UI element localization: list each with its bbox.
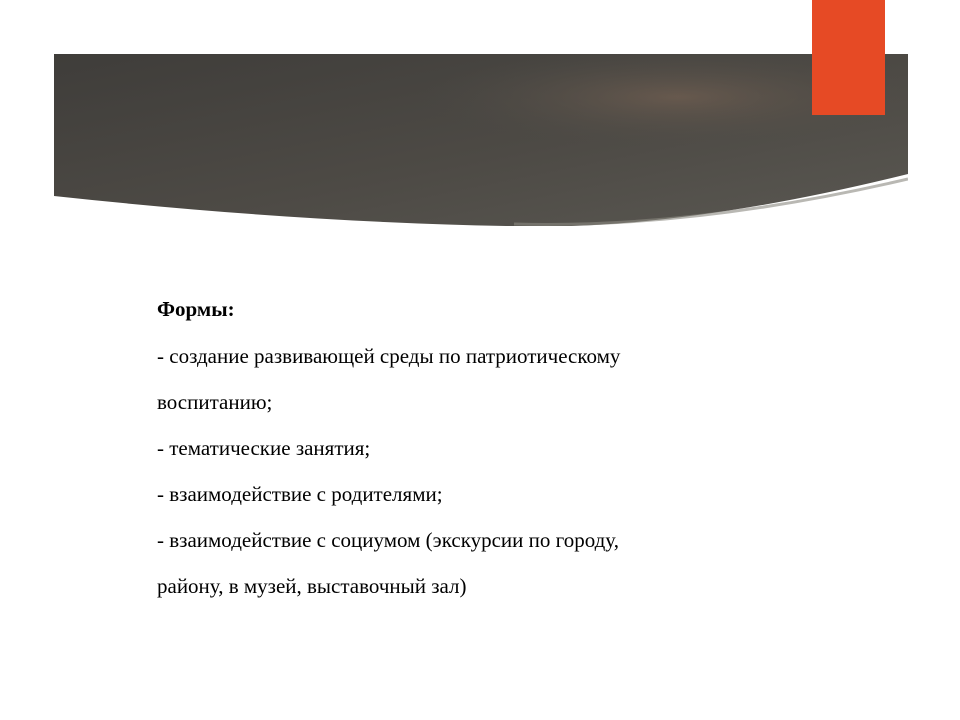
- list-item: воспитанию;: [157, 390, 273, 414]
- content-text-block: [157, 297, 797, 620]
- banner-shape: [54, 54, 908, 226]
- list-item: - тематические занятия;: [157, 436, 371, 460]
- list-item: - взаимодействие с родителями;: [157, 482, 443, 506]
- list-item: - взаимодействие с социумом (экскурсии по городу,: [157, 528, 619, 552]
- list-item: - создание развивающей среды по патриотическому: [157, 344, 621, 368]
- forms-heading: Формы:: [157, 297, 235, 321]
- list-item: району, в музей, выставочный зал): [157, 574, 467, 598]
- header-banner: [54, 54, 908, 226]
- accent-tab: [812, 0, 885, 115]
